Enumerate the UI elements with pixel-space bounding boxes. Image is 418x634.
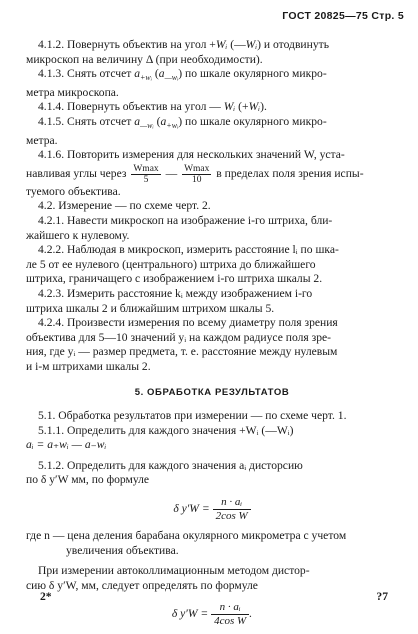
page-header: ГОСТ 20825—75 Стр. 5 — [282, 10, 404, 22]
item-5-1-1-line-2: aᵢ = a₊wᵢ — a₋wᵢ — [26, 438, 107, 452]
item-4-2-4-line-3: ния, где yᵢ — размер предмета, т. е. расстояние между нулевым — [26, 345, 338, 359]
where-line-2: увеличения объектива. — [66, 543, 179, 557]
section-5-title: 5. ОБРАБОТКА РЕЗУЛЬТАТОВ — [134, 387, 290, 399]
item-4-1-6-line-3: туемого объектива. — [26, 184, 121, 198]
item-4-1-2-line-1: 4.1.2. Повернуть объектив на угол +Wᵢ (—Wᵢ) и отодвинуть — [38, 38, 329, 51]
autocollimation-line-1: При измерении автоколлимационным методом дистор- — [38, 564, 310, 578]
fraction-wmax-5: $\frac{Wmax}{5}$ — [133, 163, 159, 185]
document-body — [26, 38, 398, 634]
formula-2-fraction: $\frac{\text{n · aᵢ}}{\text{4cos W}}$ — [211, 601, 249, 628]
item-4-1-5-line-1: 4.1.5. Снять отсчет $a_{—wᵢ}$ $(a_{+wᵢ})$ по шкале окулярного микро- — [38, 114, 327, 130]
item-4-2-3-line-2: штриха шкалы 2 и ближайшим штрихом шкалы 5. — [26, 301, 275, 315]
formula-distortion-1: δ y′W = $\frac{\text{n · aᵢ}}{\text{2cos W}}$ — [26, 496, 398, 523]
where-line-1: где n — цена деления барабана окулярного микрометра с учетом — [26, 529, 347, 543]
item-4-1-6-line-2: навливая углы через $\frac{Wmax}{5}$ — $\frac{Wmax}{10}$ в пределах поля зрения испы- — [26, 163, 364, 185]
item-4-1-3-line-1: 4.1.3. Снять отсчет $a_{+wᵢ}$ $(a_{—wᵢ})$ по шкале окулярного микро- — [38, 67, 327, 83]
item-5-1-2-line-2: по δ y′W мм, по формуле — [26, 473, 150, 487]
item-4-1-6-line-1: 4.1.6. Повторить измерения для нескольких значений W, уста- — [38, 148, 345, 162]
item-4-1-5-line-2: метра. — [26, 133, 58, 147]
footer-left-mark: 2* — [40, 590, 52, 603]
footer-right-mark: ?7 — [376, 590, 388, 603]
item-5-1: 5.1. Обработка результатов при измерении — по схеме черт. 1. — [38, 409, 347, 423]
item-4-2-4-line-4: и i-м штрихами шкалы 2. — [26, 359, 151, 373]
item-4-1-4: 4.1.4. Повернуть объектив на угол — Wᵢ (+Wᵢ). — [38, 100, 267, 114]
item-4-1-2-line-2: микроскоп на величину Δ (при необходимости). — [26, 52, 263, 66]
item-4-2-3-line-1: 4.2.3. Измерить расстояние kᵢ между изображением i-го — [38, 286, 313, 300]
formula-1-fraction: $\frac{\text{n · aᵢ}}{\text{2cos W}}$ — [213, 496, 251, 523]
item-4-2-1-line-1: 4.2.1. Навести микроскоп на изображение i-го штриха, бли- — [38, 213, 333, 227]
item-4-2-1-line-2: жайшего к нулевому. — [26, 228, 130, 242]
item-4-2-2-line-3: штриха, граничащего с изображением i-го штриха шкалы 2. — [26, 272, 323, 286]
item-4-2-4-line-1: 4.2.4. Произвести измерения по всему диаметру поля зрения — [38, 316, 338, 330]
item-4-2-4-line-2: объектива для 5—10 значений yᵢ на каждом радиусе поля зре- — [26, 330, 332, 344]
item-4-1-3-line-2: метра микроскопа. — [26, 85, 119, 99]
formula-distortion-2: δ y′W = $\frac{\text{n · aᵢ}}{\text{4cos W}}$ . — [171, 601, 253, 628]
autocollimation-line-2: сию δ y′W, мм, следует определять по формуле — [26, 578, 258, 592]
item-4-2: 4.2. Измерение — по схеме черт. 2. — [38, 199, 211, 213]
item-4-2-2-line-2: ле 5 от ее нулевого (центрального) штриха до ближайшего — [26, 257, 316, 271]
item-5-1-2-line-1: 5.1.2. Определить для каждого значения aᵢ дисторсию — [38, 458, 303, 472]
item-5-1-1-line-1: 5.1.1. Определить для каждого значения +Wᵢ (—Wᵢ) — [38, 423, 294, 437]
item-4-2-2-line-1: 4.2.2. Наблюдая в микроскоп, измерить расстояние lᵢ по шка- — [38, 243, 339, 257]
fraction-wmax-10: $\frac{Wmax}{10}$ — [184, 163, 210, 185]
